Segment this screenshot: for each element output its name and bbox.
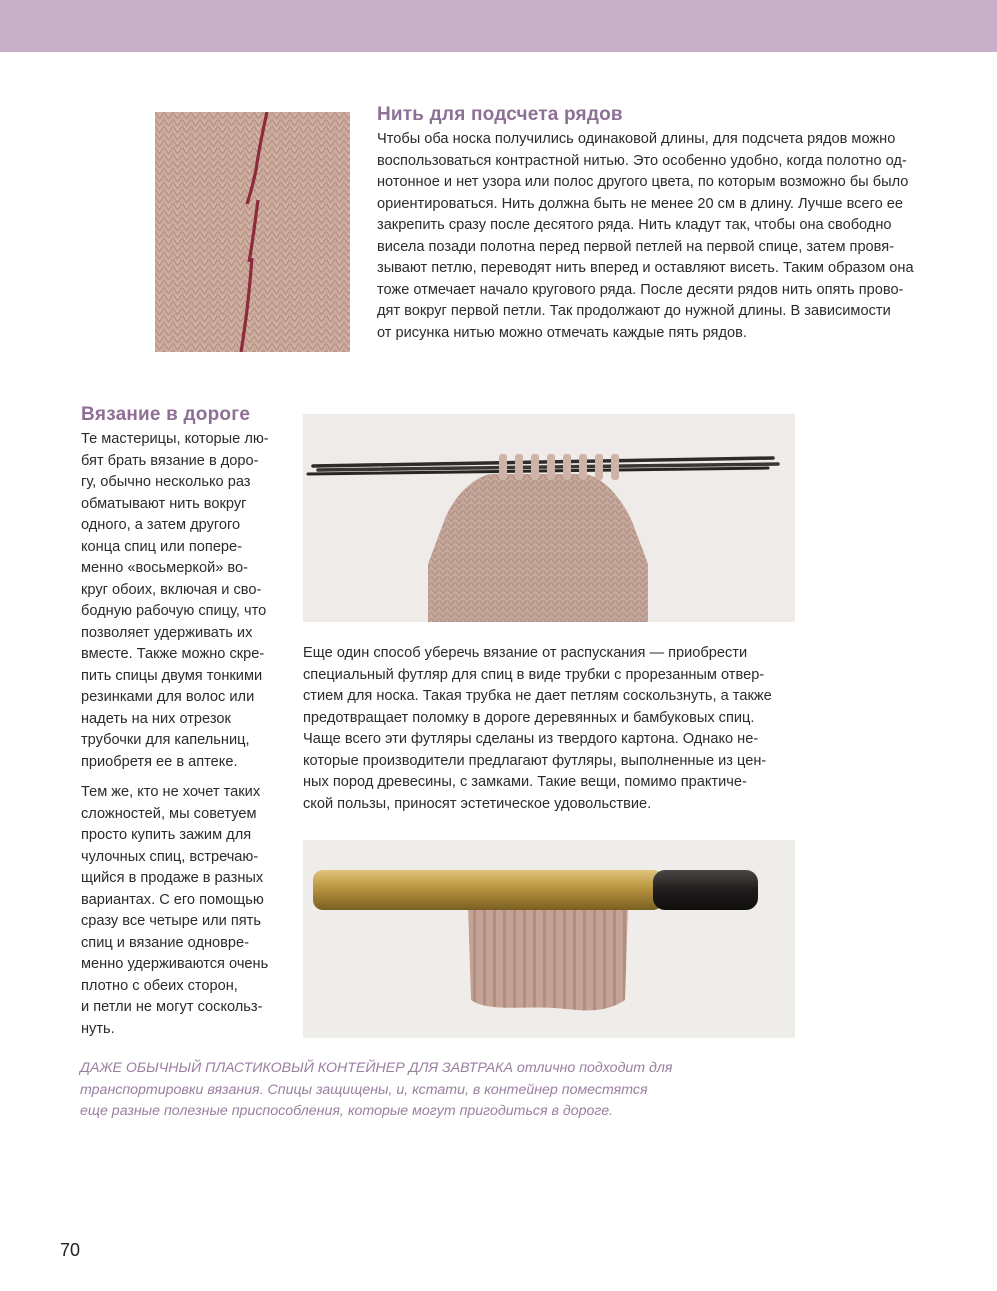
text-line: ской пользы, приносят эстетическое удовольствие. (303, 795, 652, 812)
text-line: Еще один способ уберечь вязание от распускания — приобрести (303, 645, 748, 661)
needles-knitting-photo (303, 414, 795, 622)
text-line: резинками для волос или (81, 689, 255, 705)
section-title-travel: Вязание в дороге (81, 404, 251, 425)
text-line: плотно с обеих сторон, (81, 977, 238, 994)
text-line: одного, а затем другого (81, 517, 241, 533)
text-line: щийся в продаже в разных (81, 870, 264, 886)
text-line: от рисунка нитью можно отмечать каждые пять рядов. (377, 324, 747, 341)
text-line: круг обоих, включая и сво- (81, 581, 262, 598)
text-line: Чаще всего эти футляры сделаны из твердого картона. Однако не- (303, 731, 759, 747)
text-line: трубочки для капельниц, (81, 732, 250, 748)
page-number: 70 (60, 1240, 81, 1260)
text-line: нотонное и нет узора или полос другого цвета, по которым возможно бы было (377, 174, 909, 190)
text-line: бодную рабочую спицу, что (81, 603, 267, 619)
text-line: воспользоваться контрастной нитью. Это особенно удобно, когда полотно од- (377, 152, 907, 169)
text-line: чулочных спиц, встречаю- (81, 848, 259, 865)
text-line: Те мастерицы, которые лю- (81, 431, 269, 447)
text-line: Тем же, кто не хочет таких (81, 784, 261, 800)
text-line: Чтобы оба носка получились одинаковой длины, для подсчета рядов можно (377, 131, 896, 147)
text-line: тоже отмечает начало кругового ряда. После десяти рядов нить опять прово- (377, 281, 904, 298)
thread-paragraph (377, 129, 957, 344)
text-line: позволяет удерживать их (81, 624, 253, 641)
text-line: предотвращает поломку в дороге деревянных и бамбуковых спиц. (303, 709, 755, 726)
text-line: менно удерживаются очень (81, 956, 269, 972)
text-line: приобретя ее в аптеке. (81, 753, 238, 770)
text-line: спиц и вязание одновре- (81, 934, 249, 951)
text-line: вариантах. С его помощью (81, 891, 264, 908)
text-line: надеть на них отрезок (81, 710, 231, 727)
text-line: и петли не могут соскольз- (81, 999, 263, 1015)
text-line: просто купить зажим для (81, 827, 252, 843)
text-line: ориентироваться. Нить должна быть не менее 20 см в длину. Лучше всего ее (377, 195, 903, 212)
text-line: ных пород древесины, с замками. Такие вещи, помимо практиче- (303, 774, 747, 790)
caption-line: транспортировки вязания. Спицы защищены, и, кстати, в контейнер поместятся (80, 1081, 648, 1098)
travel-column-1 (81, 429, 296, 773)
text-line: гу, обычно несколько раз (81, 474, 251, 490)
top-color-band (0, 0, 997, 52)
travel-column-2 (303, 643, 803, 815)
photo-caption (80, 1058, 740, 1123)
knit-swatch-photo (155, 112, 350, 352)
text-line: менно «восьмеркой» во- (81, 560, 248, 576)
text-line: сложностей, мы советуем (81, 805, 257, 822)
text-line: которые производители предлагают футляры, выполненные из цен- (303, 752, 767, 769)
text-line: закрепить сразу после десятого ряда. Нить кладут так, чтобы она свободно (377, 217, 892, 233)
text-line: сразу все четыре или пять (81, 913, 261, 929)
text-line: вместе. Также можно скре- (81, 646, 265, 662)
needle-case-photo (303, 840, 795, 1038)
text-line: специальный футляр для спиц в виде трубки с прорезанным отвер- (303, 666, 765, 683)
text-line: дят вокруг первой петли. Так продолжают до нужной длины. В зависимости (377, 303, 891, 319)
caption-line: ДАЖЕ ОБЫЧНЫЙ ПЛАСТИКОВЫЙ КОНТЕЙНЕР ДЛЯ ЗАВТРАКА отлично подходит для (80, 1060, 673, 1076)
travel-column-1b (81, 782, 296, 1040)
text-line: конца спиц или попере- (81, 538, 243, 555)
text-line: обматывают нить вокруг (81, 495, 247, 512)
caption-line: еще разные полезные приспособления, которые могут пригодиться в дороге. (80, 1103, 614, 1119)
section-title-thread: Нить для подсчета рядов (377, 104, 623, 125)
text-line: зывают петлю, переводят нить вперед и оставляют висеть. Таким образом она (377, 260, 914, 276)
text-line: висела позади полотна перед первой петлей на первой спице, затем провя- (377, 238, 895, 255)
text-line: пить спицы двумя тонкими (81, 667, 263, 684)
text-line: бят брать вязание в доро- (81, 452, 259, 469)
text-line: стием для носка. Такая трубка не дает петлям соскользнуть, а также (303, 688, 772, 704)
text-line: нуть. (81, 1020, 115, 1037)
